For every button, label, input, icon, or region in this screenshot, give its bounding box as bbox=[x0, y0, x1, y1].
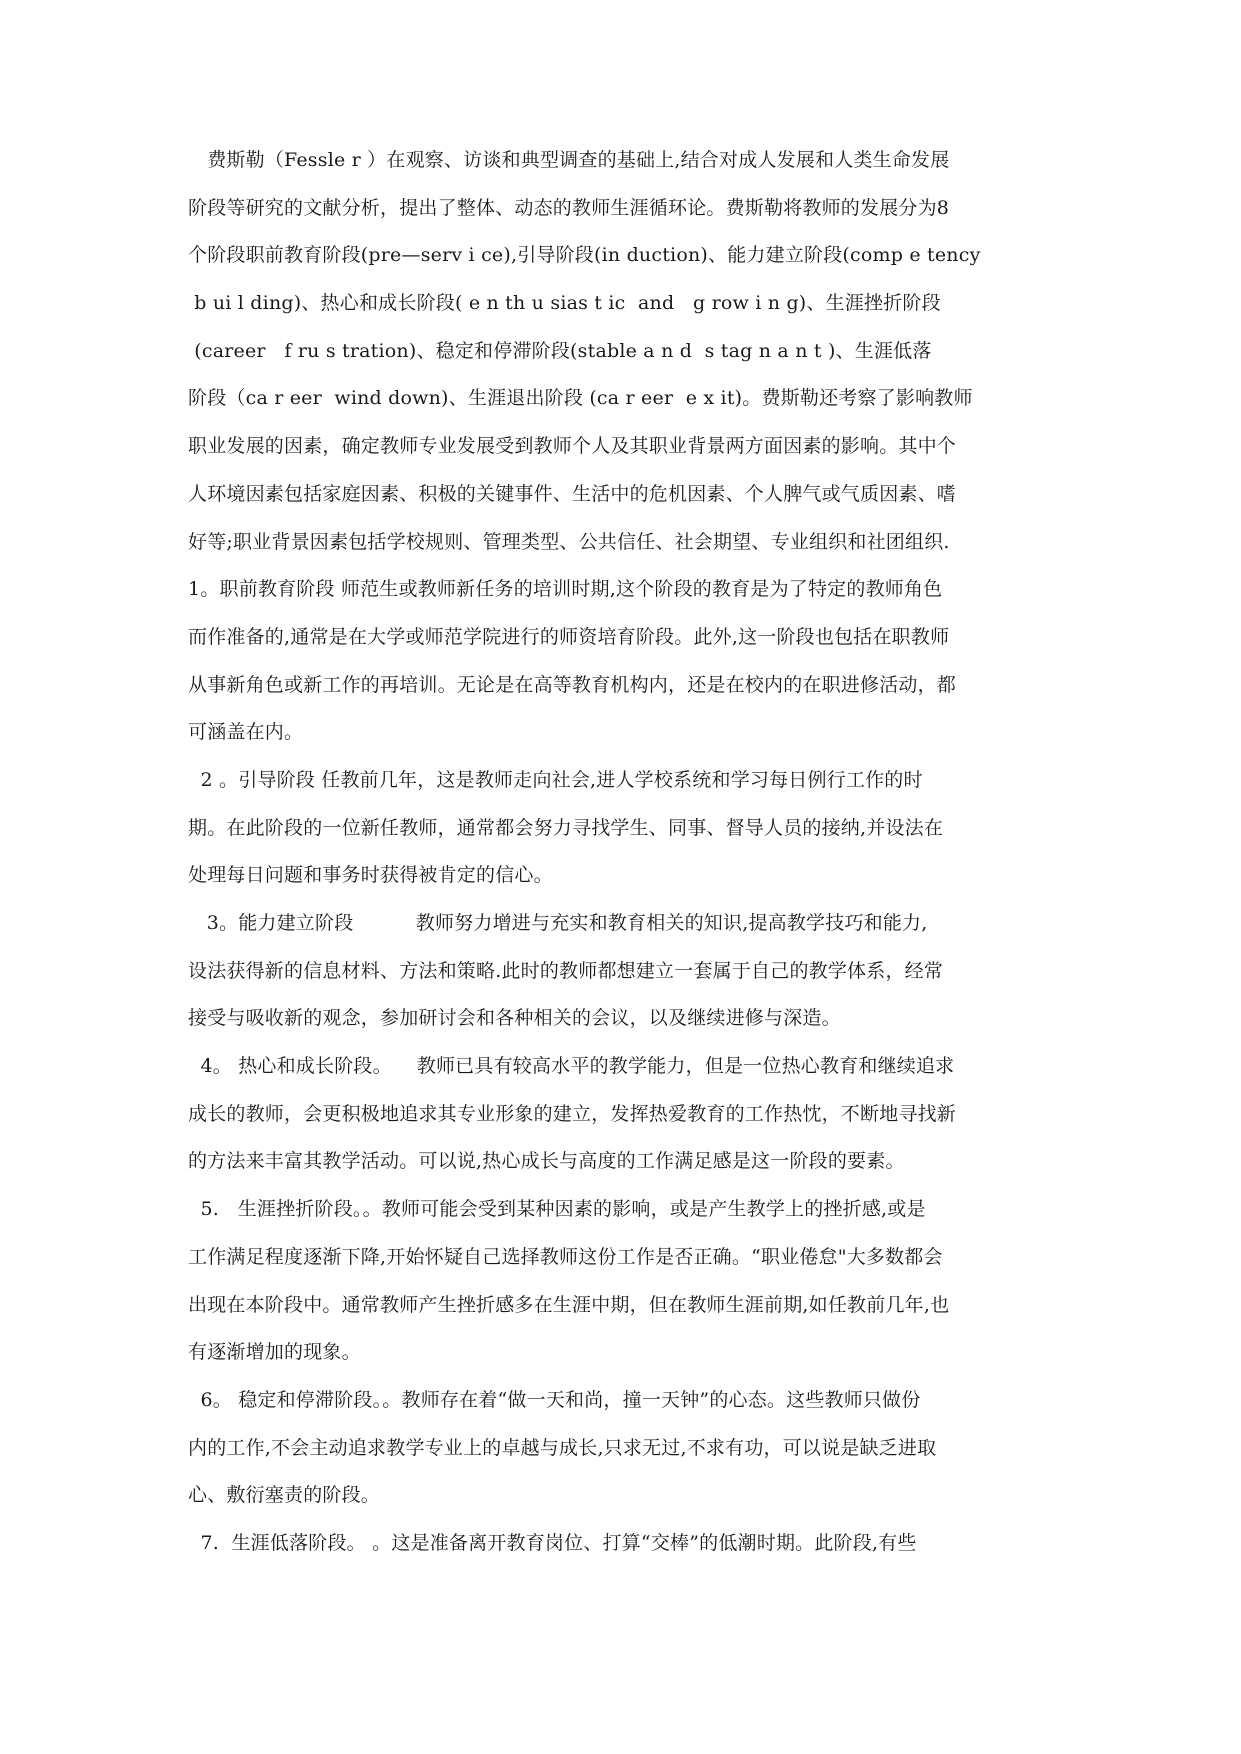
text-line: 出现在本阶段中。通常教师产生挫折感多在生涯中期，但在教师生涯前期,如任教前几年,也 bbox=[188, 1293, 950, 1316]
text-line: 职业发展的因素，确定教师专业发展受到教师个人及其职业背景两方面因素的影响。其中个 bbox=[188, 435, 957, 458]
text-line: 6。 稳定和停滞阶段。。教师存在着“做一天和尚，撞一天钟”的心态。这些教师只做份 bbox=[188, 1388, 921, 1411]
text-line: 阶段（ca r eer wind down)、生涯退出阶段 (ca r eer e x it)。费斯勒还考察了影响教师 bbox=[188, 387, 973, 410]
text-line: 而作准备的,通常是在大学或师范学院进行的师资培育阶段。此外,这一阶段也包括在职教师 bbox=[188, 625, 950, 648]
text-line: 4。 热心和成长阶段。 教师已具有较高水平的教学能力，但是一位热心教育和继续追求 bbox=[188, 1055, 955, 1078]
document-page bbox=[188, 148, 1060, 1579]
text-line: 的方法来丰富其教学活动。可以说,热心成长与高度的工作满足感是这一阶段的要素。 bbox=[188, 1150, 905, 1173]
text-line: 有逐渐增加的现象。 bbox=[188, 1341, 361, 1364]
text-line: 成长的教师，会更积极地追求其专业形象的建立，发挥热爱教育的工作热忱，不断地寻找新 bbox=[188, 1102, 957, 1125]
text-line: 费斯勒（Fessle r ）在观察、访谈和典型调查的基础上,结合对成人发展和人类生命发展 bbox=[188, 149, 950, 171]
text-line: 2 。引导阶段 任教前几年，这是教师走向社会,进人学校系统和学习每日例行工作的时 bbox=[188, 768, 923, 791]
text-line: 工作满足程度逐渐下降,开始怀疑自己选择教师这份工作是否正确。“职业倦怠"大多数都会 bbox=[188, 1245, 943, 1268]
text-line: 人环境因素包括家庭因素、积极的关键事件、生活中的危机因素、个人脾气或气质因素、嗜 bbox=[188, 482, 957, 505]
text-line: 可涵盖在内。 bbox=[188, 721, 304, 744]
text-line: 设法获得新的信息材料、方法和策略.此时的教师都想建立一套属于自己的教学体系，经常 bbox=[188, 959, 944, 982]
text-line: 7. 生涯低落阶段。 。这是准备离开教育岗位、打算“交棒”的低潮时期。此阶段,有些 bbox=[188, 1531, 917, 1554]
text-line: 接受与吸收新的观念，参加研讨会和各种相关的会议，以及继续进修与深造。 bbox=[188, 1007, 841, 1030]
text-line: 内的工作,不会主动追求教学专业上的卓越与成长,只求无过,不求有功，可以说是缺乏进取 bbox=[188, 1436, 937, 1459]
text-line: 阶段等研究的文献分析，提出了整体、动态的教师生涯循环论。费斯勒将教师的发展分为8 bbox=[188, 196, 950, 219]
text-line: 个阶段职前教育阶段(pre—serv i ce),引导阶段(in duction)、能力建立阶段(comp e tency bbox=[188, 244, 981, 267]
text-line: 好等;职业背景因素包括学校规则、管理类型、公共信任、社会期望、专业组织和社团组织. bbox=[188, 530, 950, 553]
text-line: 3。能力建立阶段 教师努力增进与充实和教育相关的知识,提高教学技巧和能力, bbox=[188, 912, 928, 934]
text-line: 心、敷衍塞责的阶段。 bbox=[188, 1484, 381, 1507]
text-line: (career f ru s tration)、稳定和停滞阶段(stable a n d s tag n a n t )、生涯低落 bbox=[188, 339, 932, 362]
text-line: 从事新角色或新工作的再培训。无论是在高等教育机构内，还是在校内的在职进修活动，都 bbox=[188, 673, 957, 696]
text-line: b ui l ding)、热心和成长阶段( e n th u sias t ic and g row i n g)、生涯挫折阶段 bbox=[188, 292, 941, 315]
text-line: 期。在此阶段的一位新任教师，通常都会努力寻找学生、同事、督导人员的接纳,并设法在 bbox=[188, 816, 944, 839]
text-line: 处理每日问题和事务时获得被肯定的信心。 bbox=[188, 864, 553, 887]
text-line: 5. 生涯挫折阶段。。教师可能会受到某种因素的影响，或是产生教学上的挫折感,或是 bbox=[188, 1198, 926, 1221]
text-line: 1。职前教育阶段 师范生或教师新任务的培训时期,这个阶段的教育是为了特定的教师角色 bbox=[188, 578, 943, 601]
